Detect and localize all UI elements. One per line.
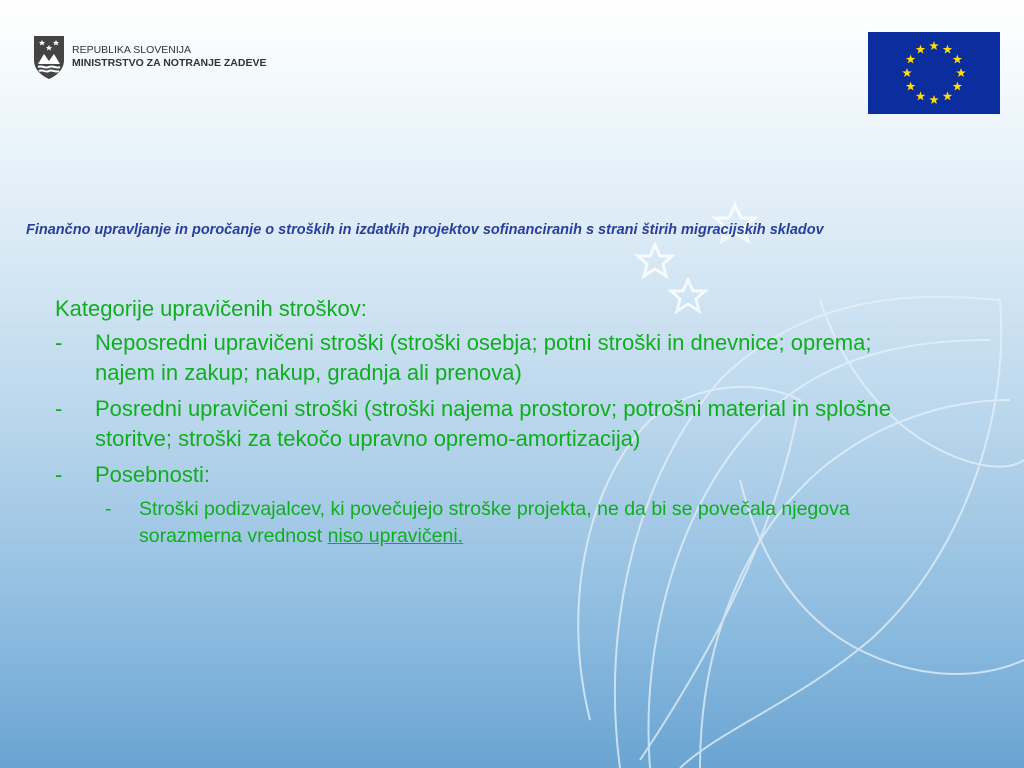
eu-star-icon [943,45,953,54]
list-item [55,328,905,388]
content-heading: Kategorije upravičenih stroškov: [55,296,367,321]
eu-star-icon [916,91,926,100]
eu-star-icon [953,82,963,91]
bullet-dash: - [55,396,63,421]
list-item [55,460,905,490]
sub-list-item [55,496,905,550]
eu-star-icon [929,41,939,50]
eu-flag-icon [868,32,1000,114]
eu-star-icon [906,82,916,91]
list-item-text: Posebnosti: [95,462,210,487]
eu-star-icon [956,68,966,77]
bullet-dash: - [55,462,63,487]
ministry-logo [32,34,266,80]
bullet-dash: - [105,498,112,520]
bullet-dash: - [55,330,63,355]
eu-star-icon [902,68,912,77]
sub-item-text: Stroški podizvajalcev, ki povečujejo stroške projekta, ne da bi se povečala njegova sorazmerna vrednost [139,498,850,547]
coat-of-arms-icon [32,34,66,80]
slide-title: Finančno upravljanje in poročanje o stroških in izdatkih projektov sofinanciranih s strani štirih migracijskih skladov [26,222,824,238]
list-item-text: Posredni upravičeni stroški (stroški najema prostorov; potrošni material in splošne storitve; stroški za tekočo upravno opremo-amortizacija) [95,396,892,451]
eu-star-icon [916,45,926,54]
slide-content [55,294,905,550]
logo-line2: MINISTRSTVO ZA NOTRANJE ZADEVE [72,57,267,69]
list-item-text: Neposredni upravičeni stroški (stroški osebja; potni stroški in dnevnice; oprema; najem in zakup; nakup, gradnja ali prenova) [95,330,872,385]
eu-star-icon [929,95,939,104]
sub-item-underlined-text: niso upravičeni. [327,525,464,547]
eu-star-icon [943,91,953,100]
logo-line1: REPUBLIKA SLOVENIJA [72,44,192,56]
eu-star-icon [906,55,916,64]
eu-star-icon [953,55,963,64]
list-item [55,394,905,454]
